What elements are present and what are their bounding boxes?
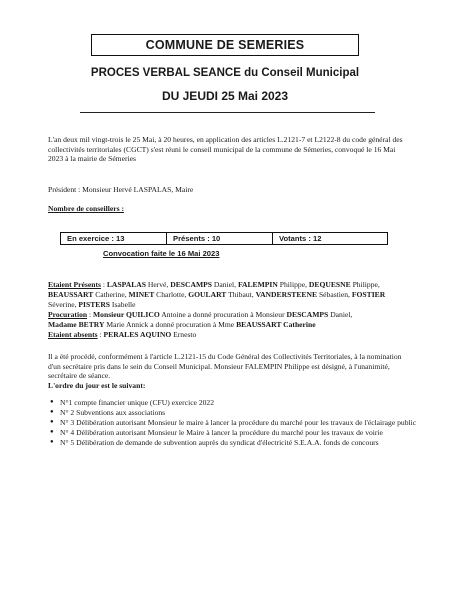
agenda-title: L'ordre du jour est le suivant: [48, 381, 146, 390]
agenda-item [50, 408, 420, 418]
absent-name: PERALES AQUINO [103, 330, 172, 339]
member-firstname: Séverine, [48, 300, 79, 309]
member-name: GOULART [188, 290, 227, 299]
convocation-date: Convocation faite le 16 Mai 2023 [103, 249, 220, 258]
commune-name: COMMUNE DE SEMERIES [145, 38, 305, 52]
agenda-item [50, 428, 420, 438]
attendance-paragraph [48, 280, 408, 340]
member-firstname: Philippe, [350, 280, 380, 289]
counts-table [60, 232, 388, 245]
agenda-item-text: N°1 compte financier unique (CFU) exercice 2022 [60, 398, 215, 407]
president-line: Président : Monsieur Hervé LASPALAS, Maire [48, 185, 194, 194]
member-firstname: Sébastien, [317, 290, 352, 299]
bullet-icon: ● [50, 409, 54, 416]
count-presents: Présents : 10 [167, 233, 273, 244]
count-exercice: En exercice : 13 [61, 233, 167, 244]
proxy-receiver: BEAUSSART Catherine [236, 320, 316, 329]
member-name: DESCAMPS [170, 280, 212, 289]
proxy-text: Daniel, [328, 310, 353, 319]
presents-label: Etaient Présents [48, 280, 101, 289]
intro-paragraph: L'an deux mil vingt-trois le 25 Mai, à 20 heures, en application des articles L.2121-7 et L2122-8 du code général des collectivités territoriales (CGCT) s'est réuni le conseil municipal de la commune de Sémeries, convoqué le 16 Mai 2023 à la mairie de Sémeries [48, 135, 403, 164]
separator: : [87, 310, 94, 319]
procuration-label: Procuration [48, 310, 88, 319]
member-name: DEQUESNE [308, 280, 351, 289]
member-name: FOSTIER [351, 290, 386, 299]
agenda-item-text: N° 3 Délibération autorisant Monsieur le maire à lancer la procédure du marché pour les travaux de l'éclairage public [60, 418, 417, 428]
separator: : [100, 280, 107, 289]
absent-firstname: Ernesto [171, 330, 197, 339]
bullet-icon: ● [50, 419, 54, 426]
agenda-item [50, 418, 420, 428]
member-name: FALEMPIN [237, 280, 278, 289]
proxy-text: Marie Annick a donné procuration à Mme [104, 320, 237, 329]
separator: : [97, 330, 104, 339]
member-name: VANDERSTEENE [255, 290, 318, 299]
member-name: BEAUSSART [48, 290, 94, 299]
bullet-icon: ● [50, 439, 54, 446]
secretary-paragraph: Il a été procédé, conformément à l'article L.2121-15 du Code Général des Collectivités Territoriales, à la nomination d'un secrétaire pris dans le sein du Conseil Municipal. Monsieur FALEMPIN Philippe est désigné, à l'unanimité, secrétaire de séance. [48, 352, 402, 381]
agenda-item [50, 398, 420, 408]
count-votants: Votants : 12 [279, 234, 322, 243]
agenda-list [50, 398, 420, 448]
proxy-giver: Monsieur QUILICO [93, 310, 160, 319]
agenda-item-text: N° 4 Délibération autorisant Monsieur le Maire à lancer la procédure du marché pour les travaux de voirie [60, 428, 383, 438]
member-firstname: Philippe, [277, 280, 309, 289]
bullet-icon: ● [50, 399, 54, 405]
document-date: DU JEUDI 25 Mai 2023 [161, 89, 289, 103]
agenda-item-text: N° 2 Subventions aux associations [60, 408, 166, 418]
agenda-item-text: N° 5 Délibération de demande de subvention auprès du syndicat d'électricité S.E.A.A. fonds de concours [60, 438, 379, 448]
member-firstname: Thibaut, [226, 290, 256, 299]
title-divider [80, 112, 375, 113]
member-firstname: Daniel, [212, 280, 238, 289]
member-firstname: Hervé, [145, 280, 171, 289]
commune-header-box [91, 34, 359, 56]
bullet-icon: ● [50, 429, 54, 436]
member-firstname: Catherine, [93, 290, 129, 299]
member-name: LASPALAS [106, 280, 146, 289]
conseillers-label: Nombre de conseillers : [48, 204, 124, 213]
member-firstname: Charlotte, [154, 290, 189, 299]
proxy-text: Antoine a donné procuration à Monsieur [159, 310, 287, 319]
proxy-giver: Madame BETRY [48, 320, 105, 329]
agenda-item [50, 438, 420, 448]
absents-label: Etaient absents [48, 330, 98, 339]
proxy-receiver: DESCAMPS [286, 310, 329, 319]
member-firstname: Isabelle [110, 300, 136, 309]
document-title: PROCES VERBAL SEANCE du Conseil Municipal [90, 67, 360, 79]
member-name: MINET [128, 290, 155, 299]
member-name: PISTERS [78, 300, 111, 309]
